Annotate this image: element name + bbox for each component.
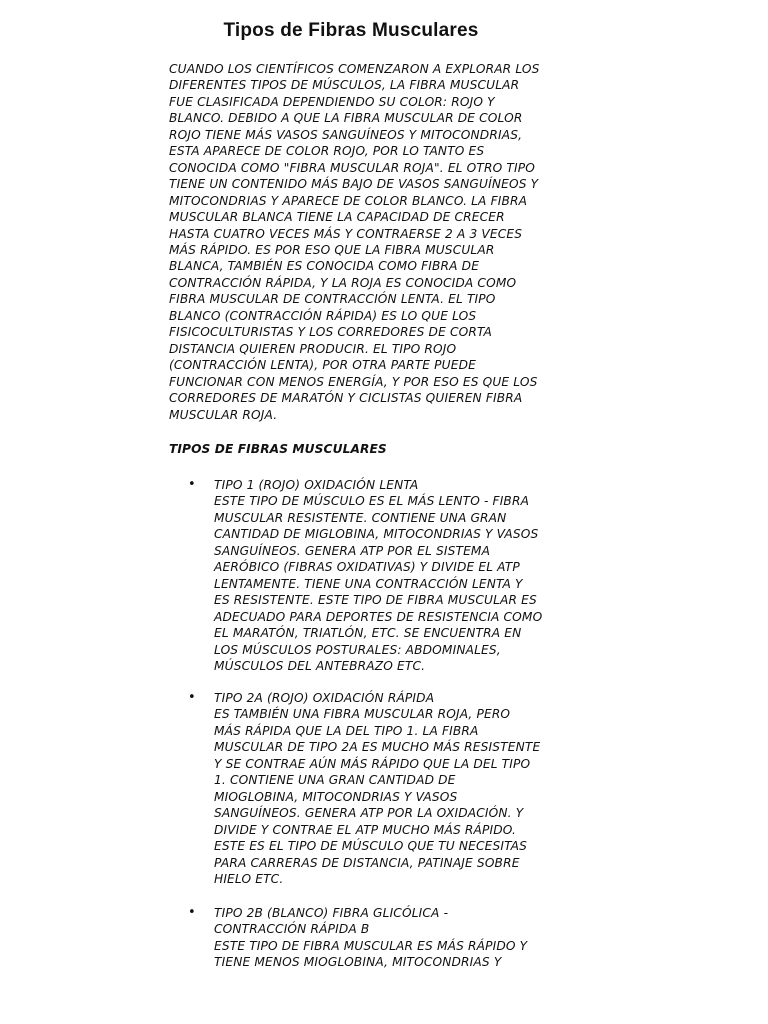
list-item-body: ES TAMBIÉN UNA FIBRA MUSCULAR ROJA, PERO MÁS RÁPIDA QUE LA DEL TIPO 1. LA FIBRA MUSCULAR DE TIPO 2A ES MUCHO MÁS RESISTENTE Y SE CONTRAE AÚN MÁS RÁPIDO QUE LA DEL TIPO 1. CONTIENE UNA GRAN CANTIDAD DE MIOGLOBINA, MITOCONDRIAS Y VASOS SANGUÍNEOS. GENERA ATP POR LA OXIDACIÓN. Y DIVIDE Y CONTRAE EL ATP MUCHO MÁS RÁPIDO. ESTE ES EL TIPO DE MÚSCULO QUE TU NECESITAS PARA CARRERAS DE DISTANCIA, PATINAJE SOBRE HIELO ETC.: [214, 707, 541, 886]
page-title: Tipos de Fibras Musculares: [223, 20, 479, 41]
list-item: [188, 905, 544, 971]
bullet-icon: •: [188, 690, 196, 705]
list-item: [188, 477, 544, 674]
section-heading: TIPOS DE FIBRAS MUSCULARES: [169, 442, 387, 456]
list-item-title: TIPO 1 (ROJO) OXIDACIÓN LENTA: [214, 478, 419, 492]
list-item-title: TIPO 2A (ROJO) OXIDACIÓN RÁPIDA: [214, 691, 435, 705]
intro-paragraph: CUANDO LOS CIENTÍFICOS COMENZARON A EXPLORAR LOS DIFERENTES TIPOS DE MÚSCULOS, LA FIBRA MUSCULAR FUE CLASIFICADA DEPENDIENDO SU COLOR: ROJO Y BLANCO. DEBIDO A QUE LA FIBRA MUSCULAR DE COLOR ROJO TIENE MÁS VASOS SANGUÍNEOS Y MITOCONDRIAS, ESTA APARECE DE COLOR ROJO, POR LO TANTO ES CONOCIDA COMO "FIBRA MUSCULAR ROJA". EL OTRO TIPO TIENE UN CONTENIDO MÁS BAJO DE VASOS SANGUÍNEOS Y MITOCONDRIAS Y APARECE DE COLOR BLANCO. LA FIBRA MUSCULAR BLANCA TIENE LA CAPACIDAD DE CRECER HASTA CUATRO VECES MÁS Y CONTRAERSE 2 A 3 VECES MÁS RÁPIDO. ES POR ESO QUE LA FIBRA MUSCULAR BLANCA, TAMBIÉN ES CONOCIDA COMO FIBRA DE CONTRACCIÓN RÁPIDA, Y LA ROJA ES CONOCIDA COMO FIBRA MUSCULAR DE CONTRACCIÓN LENTA. EL TIPO BLANCO (CONTRACCIÓN RÁPIDA) ES LO QUE LOS FISICOCULTURISTAS Y LOS CORREDORES DE CORTA DISTANCIA QUIEREN PRODUCIR. EL TIPO ROJO (CONTRACCIÓN LENTA), POR OTRA PARTE PUEDE FUNCIONAR CON MENOS ENERGÍA, Y POR ESO ES QUE LOS CORREDORES DE MARATÓN Y CICLISTAS QUIEREN FIBRA MUSCULAR ROJA.: [169, 62, 540, 422]
list-item-title: TIPO 2B (BLANCO) FIBRA GLICÓLICA - CONTRACCIÓN RÁPIDA B: [214, 906, 449, 937]
bullet-icon: •: [188, 905, 196, 920]
bullet-icon: •: [188, 477, 196, 492]
list-item-body: ESTE TIPO DE FIBRA MUSCULAR ES MÁS RÁPIDO Y TIENE MENOS MIOGLOBINA, MITOCONDRIAS Y: [214, 938, 528, 970]
list-item: [188, 690, 544, 887]
list-item-body: ESTE TIPO DE MÚSCULO ES EL MÁS LENTO - FIBRA MUSCULAR RESISTENTE. CONTIENE UNA GRAN CANTIDAD DE MIGLOBINA, MITOCONDRIAS Y VASOS SANGUÍNEOS. GENERA ATP POR EL SISTEMA AERÓBICO (FIBRAS OXIDATIVAS) Y DIVIDE EL ATP LENTAMENTE. TIENE UNA CONTRACCIÓN LENTA Y ES RESISTENTE. ESTE TIPO DE FIBRA MUSCULAR ES ADECUADO PARA DEPORTES DE RESISTENCIA COMO EL MARATÓN, TRIATLÓN, ETC. SE ENCUENTRA EN LOS MÚSCULOS POSTURALES: ABDOMINALES, MÚSCULOS DEL ANTEBRAZO ETC.: [214, 494, 543, 673]
